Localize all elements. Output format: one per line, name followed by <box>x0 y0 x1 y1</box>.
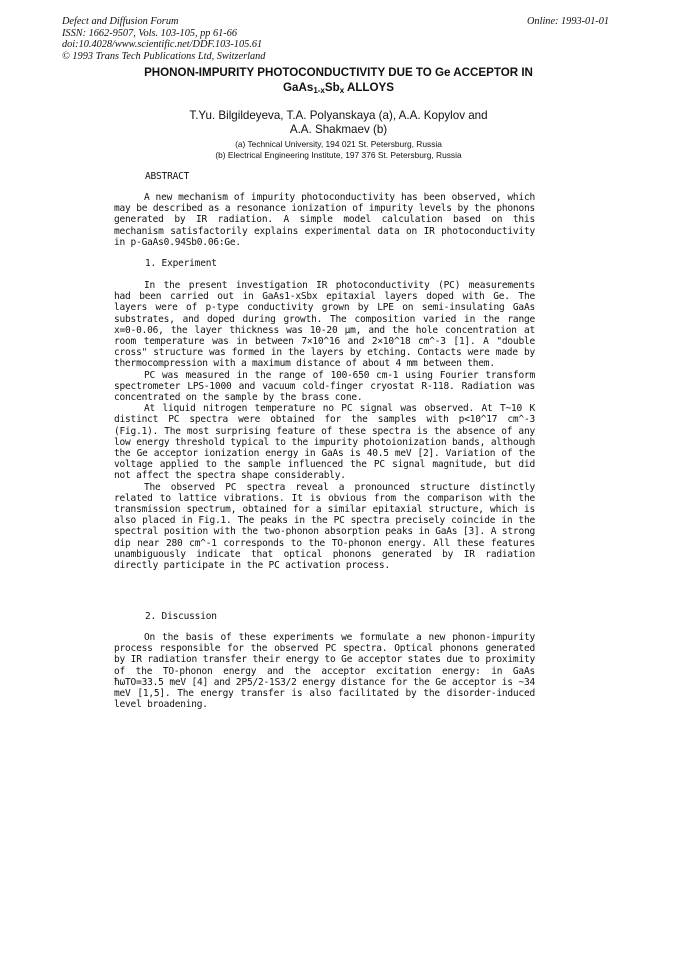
discussion-section <box>114 632 535 710</box>
abstract-heading: ABSTRACT <box>145 171 190 182</box>
abstract-paragraph: A new mechanism of impurity photoconductivity has been observed, which may be described as a resonance ionization of impurity levels by the phonons generated by IR radiation. A simple model calculation based on this mechanism satisfactorily explains experimental data on IR photoconductivity in p-GaAs0.94Sb0.06:Ge. <box>114 192 535 248</box>
authors-line-1: T.Yu. Bilgildeyeva, T.A. Polyanskaya (a), A.A. Kopylov and <box>189 109 488 122</box>
title-line-2 <box>62 80 615 95</box>
title-sub-1: 1-x <box>313 86 325 95</box>
journal-header <box>62 16 265 62</box>
experiment-paragraph-4: The observed PC spectra reveal a pronounced structure distinctly related to lattice vibrations. It is obvious from the comparison with the transmission spectrum, obtained for a similar epitaxial structure, which is also placed in Fig.1. The peaks in the PC spectra precisely coincide in the spectral position with the two-phonon absorption peaks in GaAs [3]. A strong dip near 280 cm^-1 corresponds to the TO-phonon energy. All these features unambiguously indicate that optical phonons generated by IR radiation directly participate in the PC activation process. <box>114 481 535 572</box>
doi-line: doi:10.4028/www.scientific.net/DDF.103-105.61 <box>62 39 263 51</box>
experiment-paragraph-2: PC was measured in the range of 100-650 cm-1 using Fourier transform spectrometer LPS-1000 and vacuum cold-finger cryostat R-118. Radiation was concentrated on the sample by the brass cone. <box>114 369 535 404</box>
discussion-paragraph-1: On the basis of these experiments we formulate a new phonon-impurity process responsible for the observed PC spectra. Optical phonons generated by IR radiation transfer their energy to Ge acceptor states due to proximity of the TO-phonon energy and the acceptor excitation energy: in GaAs ħωTO=33.5 meV [4] and 2P5/2-1S3/2 energy distance for the Ge acceptor is ~34 meV [1,5]. The energy transfer is also facilitated by the disorder-induced level broadening. <box>114 632 535 711</box>
experiment-section <box>114 280 535 571</box>
title-alloys: ALLOYS <box>344 81 394 94</box>
online-date: Online: 1993-01-01 <box>527 16 610 27</box>
journal-name: Defect and Diffusion Forum <box>62 16 179 27</box>
experiment-paragraph-3: At liquid nitrogen temperature no PC signal was observed. At T~10 K distinct PC spectra were obtained for the samples with p<10^17 cm^-3 (Fig.1). The most surprising feature of these spectra is the absence of any low energy threshold typical to the impurity photoionization bands, although the Ge acceptor ionization energy in GaAs is 40.5 meV [2]. Variation of the voltage applied to the sample influenced the PC signal magnitude, but did not affect the spectra shape considerably. <box>114 403 535 482</box>
affiliation-b: (b) Electrical Engineering Institute, 197 376 St. Petersburg, Russia <box>215 149 462 160</box>
title-gaas: GaAs <box>283 81 314 94</box>
author-list <box>62 109 615 137</box>
title-line-1: PHONON-IMPURITY PHOTOCONDUCTIVITY DUE TO Ge ACCEPTOR IN <box>144 66 533 79</box>
experiment-heading: 1. Experiment <box>145 258 217 269</box>
authors-line-2: A.A. Shakmaev (b) <box>289 123 388 136</box>
affiliation-a: (a) Technical University, 194 021 St. Petersburg, Russia <box>235 139 442 149</box>
experiment-paragraph-1: In the present investigation IR photoconductivity (PC) measurements had been carried out in GaAs1-xSbx epitaxial layers doped with Ge. The layers were of p-type conductivity grown by LPE on semi-insulating GaAs substrates, and doped during growth. The composition varied in the range x=0-0.06, the layer thickness was 10-20 µm, and the hole concentration at room temperature was in between 7×10^16 and 2×10^18 cm^-3 [1]. A "double cross" structure was formed in the layers by etching. Contacts were made by thermocompression with a maximum distance of about 4 mm between them. <box>114 280 535 370</box>
paper-title <box>62 65 615 95</box>
affiliations <box>62 139 615 161</box>
abstract-text <box>114 192 535 248</box>
discussion-heading: 2. Discussion <box>145 611 217 622</box>
copyright-line: © 1993 Trans Tech Publications Ltd, Switzerland <box>62 50 266 62</box>
title-sb: Sb <box>324 81 340 94</box>
title-sub-2: x <box>339 86 345 95</box>
issn-line: ISSN: 1662-9507, Vols. 103-105, pp 61-66 <box>62 27 238 39</box>
